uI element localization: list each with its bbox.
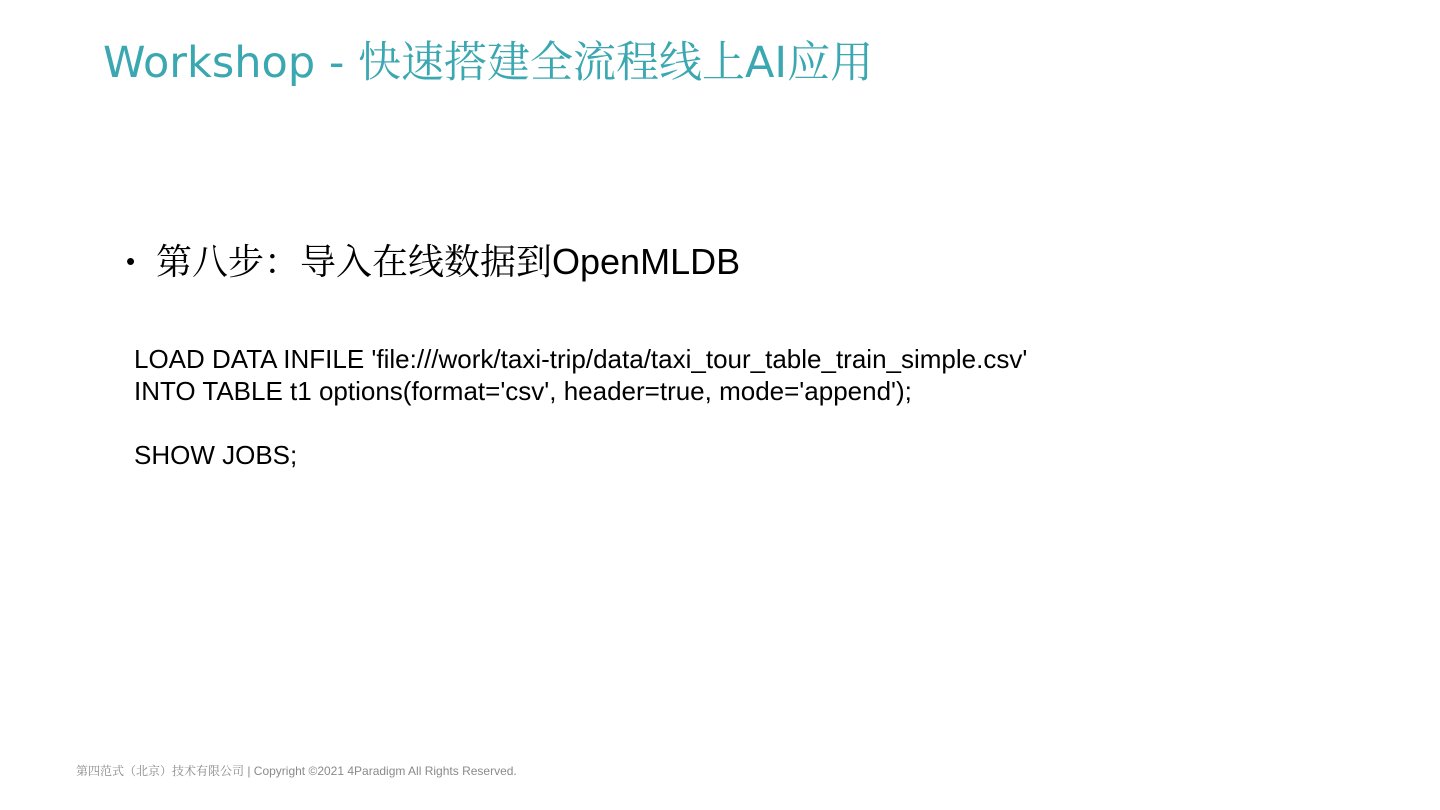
product-name: OpenMLDB: [552, 241, 741, 282]
code-line-load: LOAD DATA INFILE 'file:///work/taxi-trip/data/taxi_tour_table_train_simple.csv': [134, 344, 1028, 374]
code-block: [134, 343, 1027, 471]
footer-copyright: 第四范式（北京）技术有限公司 | Copyright ©2021 4Paradigm All Rights Reserved.: [76, 764, 517, 778]
slide-title: Workshop - 快速搭建全流程线上AI应用: [103, 38, 874, 88]
bullet-marker: •: [126, 246, 136, 276]
code-line-blank: [134, 407, 1027, 439]
step-bullet: [126, 240, 740, 284]
step-label: 第八步：导入在线数据到: [156, 242, 553, 283]
code-line-show-jobs: SHOW JOBS;: [134, 440, 298, 470]
code-line-into: INTO TABLE t1 options(format='csv', header=true, mode='append');: [134, 376, 912, 406]
